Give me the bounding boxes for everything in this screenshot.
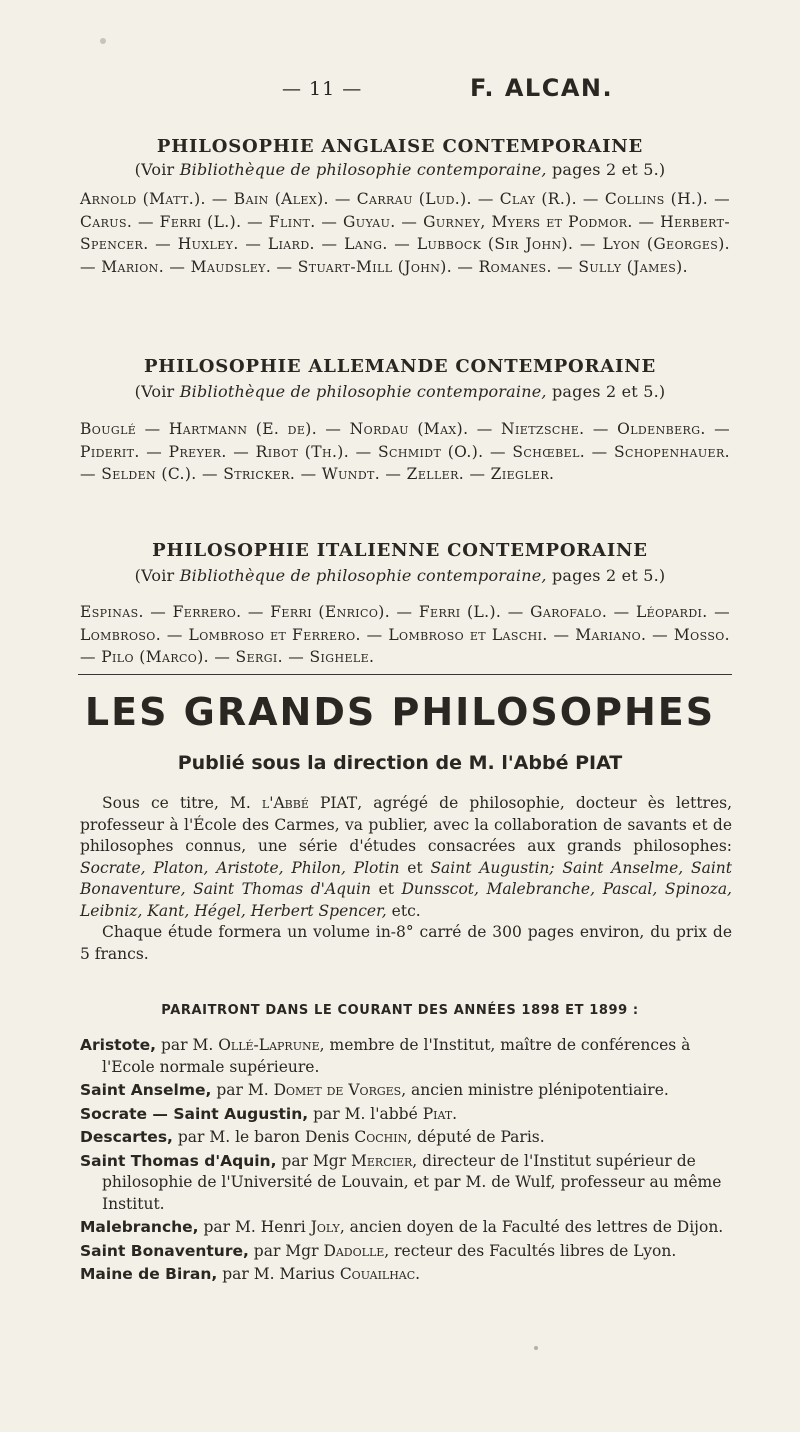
volume-desc: , ancien ministre plénipotentiaire. [401,1081,669,1099]
volume-desc: , recteur des Facultés libres de Lyon. [384,1241,677,1260]
intro-paragraph-2: Chaque étude formera un volume in-8° carré de 300 pages environ, du prix de 5 francs. [80,923,732,963]
volume-entry [80,1241,732,1263]
volume-by: par M. [156,1036,219,1054]
volume-title: Descartes, [80,1128,173,1146]
volume-by: par M. le baron Denis [172,1128,355,1146]
author-list-allemande: Bouglé — Hartmann (E. de). — Nordau (Max). — Nietzsche. — Oldenberg. — Piderit. — Preyer. — Ribot (Th.). — Schmidt (O.). — Schœbel. — Schopenhauer. — Selden (C.). — Stricker. — Wundt. — Zeller. — Ziegler. [80,420,730,483]
note-italic: Bibliothèque de philosophie contemporaine, [179,382,547,401]
page-number: — 11 — [282,78,363,100]
volume-entry [80,1151,732,1216]
volume-entry [80,1035,732,1078]
section-title-anglaise: PHILOSOPHIE ANGLAISE CONTEMPORAINE [156,136,644,157]
section-note-italienne [0,566,800,585]
note-suffix: pages 2 et 5.) [546,566,666,585]
intro-paragraph-1 [80,793,732,922]
volume-desc: , directeur de l'Institut supérieur de philosophie de l'Université de Louvain, et par M. de Wulf, professeur au même Institut. [102,1151,722,1213]
volume-title: Maine de Biran, [80,1265,218,1283]
divider-rule [78,674,732,675]
volume-entry [80,1264,732,1286]
volume-author: Dadolle [323,1241,385,1260]
volume-author: Domet de Vorges [273,1081,402,1099]
volume-author: Piat [422,1104,453,1123]
note-prefix: (Voir [134,566,180,585]
volume-title: Aristote, [80,1036,157,1054]
forthcoming-heading: PARAITRONT DANS LE COURANT DES ANNÉES 1898 ET 1899 : [161,1003,639,1018]
section-title-allemande: PHILOSOPHIE ALLEMANDE CONTEMPORAINE [143,356,657,377]
intro-philosophers: Dunsscot, Malebranche, Pascal, Spinoza, Leibniz, Kant, Hégel, Herbert Spencer, [80,880,732,920]
volume-by: par M. Marius [217,1265,340,1283]
collection-title: LES GRANDS PHILOSOPHES [84,690,716,734]
intro-text: etc. [386,901,421,920]
volume-by: par Mgr [248,1241,324,1260]
note-prefix: (Voir [134,160,180,179]
note-suffix: pages 2 et 5.) [546,160,666,179]
publisher-name: F. ALCAN. [470,74,614,102]
paper-speck [534,1346,538,1350]
volume-desc: , ancien doyen de la Faculté des lettres de Dijon. [339,1218,724,1236]
collection-intro [80,793,732,965]
volume-entry [80,1217,732,1239]
volume-list [80,1035,732,1288]
section-note-anglaise [0,160,800,179]
author-list-italienne: Espinas. — Ferrero. — Ferri (Enrico). — Ferri (L.). — Garofalo. — Léopardi. — Lombroso. — Lombroso et Ferrero. — Lombroso et Laschi. — Mariano. — Mosso. — Pilo (Marco). — Sergi. — Sighele. [80,603,730,666]
volume-entry [80,1080,732,1102]
intro-text: , agrégé de philosophie, docteur ès lettres, professeur à l'École des Carmes, va publier, avec la collaboration de savants et de philosophes connus, une série d'études consacrées aux grands philosophes: [80,794,733,855]
volume-desc: . [452,1104,458,1123]
note-suffix: pages 2 et 5.) [546,382,666,401]
volume-author: Joly [310,1218,340,1236]
volume-desc: , membre de l'Institut, maître de conférences à l'Ecole normale supérieure. [102,1036,691,1076]
intro-text: Sous ce titre, M. [102,794,262,812]
intro-editor-name: l'Abbé PIAT [261,794,358,812]
collection-subtitle: Publié sous la direction de M. l'Abbé PIAT [177,752,623,774]
volume-title: Socrate — Saint Augustin, [80,1104,309,1123]
intro-philosophers: Socrate, Platon, Aristote, Philon, Plotin [80,858,400,877]
volume-title: Saint Anselme, [80,1081,212,1099]
volume-desc: . [415,1265,421,1283]
volume-title: Saint Thomas d'Aquin, [80,1151,277,1170]
author-list-anglaise: Arnold (Matt.). — Bain (Alex). — Carrau (Lud.). — Clay (R.). — Collins (H.). — Carus. — Ferri (L.). — Flint. — Guyau. — Gurney, Myers et Podmor. — Herbert-Spencer. — Huxley. — Liard. — Lang. — Lubbock (Sir John). — Lyon (Georges). — Marion. — Maudsley. — Stuart-Mill (John). — Romanes. — Sully (James). [80,190,730,276]
volume-author: Ollé-Laprune [218,1036,320,1054]
section-note-allemande [0,382,800,401]
note-italic: Bibliothèque de philosophie contemporaine, [179,566,547,585]
volume-title: Saint Bonaventure, [80,1241,249,1260]
volume-author: Mercier [351,1151,413,1170]
volume-by: par M. Henri [198,1218,311,1236]
intro-philosophers: Saint Augustin; Saint Anselme, Saint Bonaventure, Saint Thomas d'Aquin [80,858,732,898]
note-prefix: (Voir [134,382,180,401]
volume-entry [80,1104,732,1126]
paper-speck [100,38,106,44]
volume-desc: , député de Paris. [407,1128,545,1146]
note-italic: Bibliothèque de philosophie contemporaine, [179,160,547,179]
volume-title: Malebranche, [80,1218,199,1236]
section-title-italienne: PHILOSOPHIE ITALIENNE CONTEMPORAINE [152,540,648,561]
page-header [0,74,800,108]
volume-by: par M. [211,1081,274,1099]
intro-text: et [399,858,431,877]
volume-by: par M. l'abbé [308,1104,423,1123]
intro-text: et [370,880,402,898]
volume-entry [80,1127,732,1149]
volume-author: Couailhac [339,1265,416,1283]
volume-by: par Mgr [276,1151,352,1170]
volume-author: Cochin [354,1128,408,1146]
